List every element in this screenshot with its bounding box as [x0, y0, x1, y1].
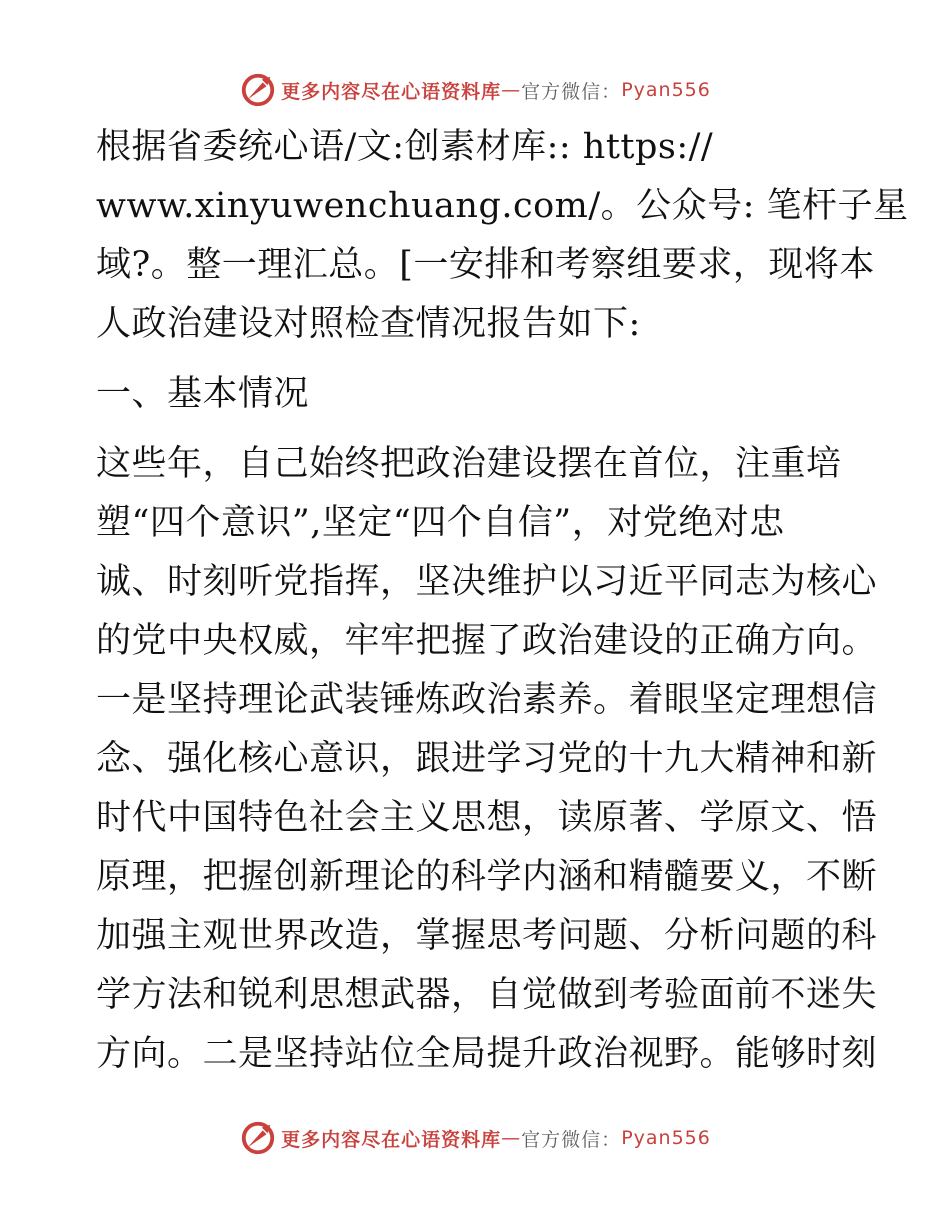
- document-body: [96, 118, 909, 1084]
- watermark-wechat-id: Pyan556: [621, 1127, 711, 1149]
- intro-line: 人政治建设对照检查情况报告如下:: [96, 304, 641, 344]
- body-paragraph: [96, 435, 878, 1084]
- section-heading: [96, 365, 850, 424]
- body-line: 时代中国特色社会主义思想，读原著、学原文、悟: [96, 798, 878, 838]
- watermark-banner-bottom: [0, 1118, 950, 1158]
- body-line: 学方法和锐利思想武器，自觉做到考验面前不迷失: [96, 975, 878, 1015]
- intro-line: 域?。整一理汇总。[一安排和考察组要求，现将本: [96, 245, 875, 285]
- red-quill-logo-icon: [239, 71, 277, 109]
- intro-line: 根据省委统心语/文:创素材库:: https://: [96, 127, 714, 167]
- body-line: 诚、时刻听党指挥，坚决维护以习近平同志为核心: [96, 562, 878, 602]
- watermark-wechat-label: 官方微信：: [521, 80, 622, 103]
- section-heading-text: 一、基本情况: [96, 374, 310, 414]
- watermark-wechat-label: 官方微信：: [521, 1128, 622, 1151]
- intro-paragraph: [96, 118, 909, 354]
- red-quill-logo-icon: [239, 1119, 277, 1157]
- watermark-dash: —: [501, 79, 522, 101]
- body-line: 念、强化核心意识，跟进学习党的十九大精神和新: [96, 739, 878, 779]
- body-line: 一是坚持理论武装锤炼政治素养。着眼坚定理想信: [96, 680, 878, 720]
- body-line: 方向。二是坚持站位全局提升政治视野。能够时刻: [96, 1034, 878, 1074]
- watermark-banner-top: [0, 70, 950, 110]
- body-line: 的党中央权威，牢牢把握了政治建设的正确方向。: [96, 621, 878, 661]
- watermark-dash: —: [501, 1127, 522, 1149]
- watermark-wechat-id: Pyan556: [621, 79, 711, 101]
- watermark-main-text: 更多内容尽在心语资料库: [281, 80, 502, 103]
- body-line: 原理，把握创新理论的科学内涵和精髓要义，不断: [96, 857, 878, 897]
- intro-line: www.xinyuwenchuang.com/。公众号: 笔杆子星: [96, 186, 909, 226]
- body-line: 这些年，自己始终把政治建设摆在首位，注重培: [96, 444, 842, 484]
- body-line: 塑“四个意识”,坚定“四个自信”，对党绝对忠: [96, 503, 785, 543]
- watermark-main-text: 更多内容尽在心语资料库: [281, 1128, 502, 1151]
- body-line: 加强主观世界改造，掌握思考问题、分析问题的科: [96, 916, 878, 956]
